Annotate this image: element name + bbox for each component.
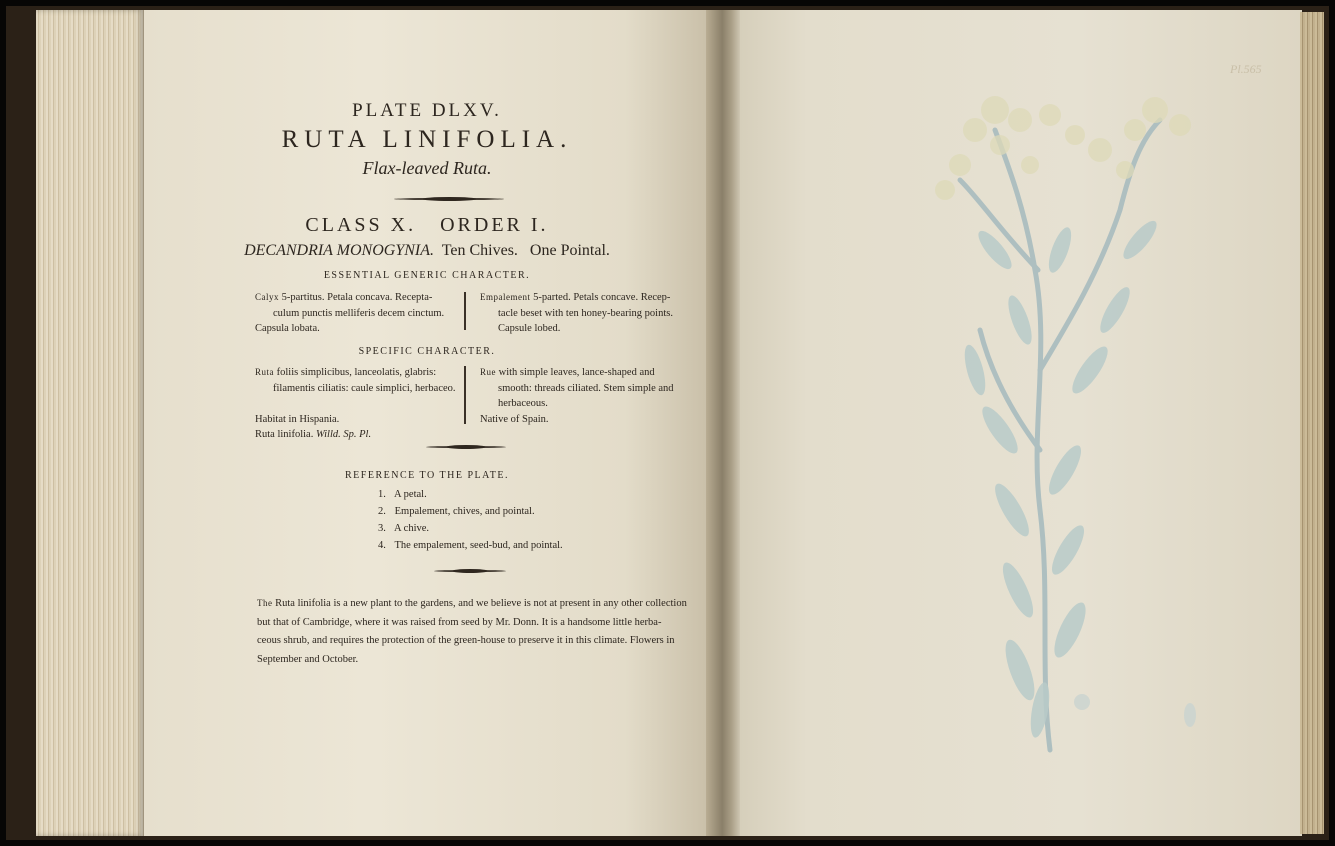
reference-name: Ruta linifolia. xyxy=(255,429,314,440)
essential-latin-line: culum punctis melliferis decem cinctum. xyxy=(273,307,445,319)
paragraph-line: ceous shrub, and requires the protection of the green-house to preserve it in this climate. Flowers in xyxy=(257,635,675,646)
latin-name: RUTA LINIFOLIA. xyxy=(281,126,573,153)
reference-item: 1. A petal. xyxy=(378,489,427,500)
specific-latin-lead: Ruta xyxy=(255,367,274,377)
specific-english-line: smooth: threads ciliated. Stem simple and xyxy=(498,382,674,394)
system-line xyxy=(144,242,710,260)
reference-item: 2. Empalement, chives, and pointal. xyxy=(378,506,535,517)
specific-character-heading: SPECIFIC CHARACTER. xyxy=(358,346,496,357)
system-latin: DECANDRIA MONOGYNIA. xyxy=(244,242,434,259)
native-line: Native of Spain. xyxy=(480,413,549,425)
class-order: CLASS X. ORDER I. xyxy=(305,214,549,236)
reference-item: 4. The empalement, seed-bud, and pointal. xyxy=(378,540,563,551)
paragraph-line: Ruta linifolia is a new plant to the gardens, and we believe is not at present in any other collection xyxy=(275,598,687,609)
column-divider xyxy=(464,366,466,424)
plant-illustration xyxy=(900,70,1260,830)
page-edges-right xyxy=(1300,12,1324,834)
specific-english-line: herbaceous. xyxy=(498,398,548,409)
reference-heading: REFERENCE TO THE PLATE. xyxy=(345,470,509,481)
essential-english-lead: Empalement xyxy=(480,292,531,302)
description-paragraph xyxy=(257,594,685,669)
essential-english-line: tacle beset with ten honey-bearing points. xyxy=(498,307,673,319)
specific-latin-line: foliis simplicibus, lanceolatis, glabris: xyxy=(276,367,437,378)
book-gutter xyxy=(706,10,742,836)
habitat-line: Habitat in Hispania. xyxy=(255,413,340,425)
specific-latin-line: filamentis ciliatis: caule simplici, herbaceo. xyxy=(273,382,456,394)
specific-latin-column xyxy=(255,365,455,443)
essential-english-line: 5-parted. Petals concave. Recep- xyxy=(533,292,671,303)
specific-english-column xyxy=(480,365,685,427)
plate-number: PLATE DLXV. xyxy=(352,100,502,121)
column-divider xyxy=(464,292,466,330)
plant-flowers xyxy=(935,96,1191,200)
essential-character-heading: ESSENTIAL GENERIC CHARACTER. xyxy=(323,270,531,281)
essential-latin-column xyxy=(255,290,455,337)
paragraph-line: September and October. xyxy=(257,653,359,665)
reference-list xyxy=(378,486,563,554)
paragraph-lead: The xyxy=(257,598,273,608)
detail-figures xyxy=(1074,694,1196,727)
essential-latin-line: 5-partitus. Petala concava. Recepta- xyxy=(281,292,433,303)
page-edges-left xyxy=(36,10,144,836)
system-english: Ten Chives. One Pointal. xyxy=(441,242,610,259)
essential-latin-line: Capsula lobata. xyxy=(255,323,320,334)
reference-item: 3. A chive. xyxy=(378,523,430,534)
paragraph-line: but that of Cambridge, where it was raised from seed by Mr. Donn. It is a handsome little herba- xyxy=(257,616,662,628)
plate-mark: Pl.565 xyxy=(1230,62,1262,76)
specific-english-lead: Rue xyxy=(480,367,496,377)
ornament-rule-2 xyxy=(426,446,506,448)
essential-english-line: Capsule lobed. xyxy=(498,323,561,334)
specific-english-line: with simple leaves, lance-shaped and xyxy=(498,367,655,378)
plant-leaves xyxy=(961,216,1162,738)
common-name: Flax-leaved Ruta. xyxy=(362,158,492,178)
ornament-rule-3 xyxy=(434,570,506,572)
ornament-rule-1 xyxy=(394,198,504,200)
essential-latin-lead: Calyx xyxy=(255,292,279,302)
essential-english-column xyxy=(480,290,685,337)
reference-source: Willd. Sp. Pl. xyxy=(315,429,372,440)
